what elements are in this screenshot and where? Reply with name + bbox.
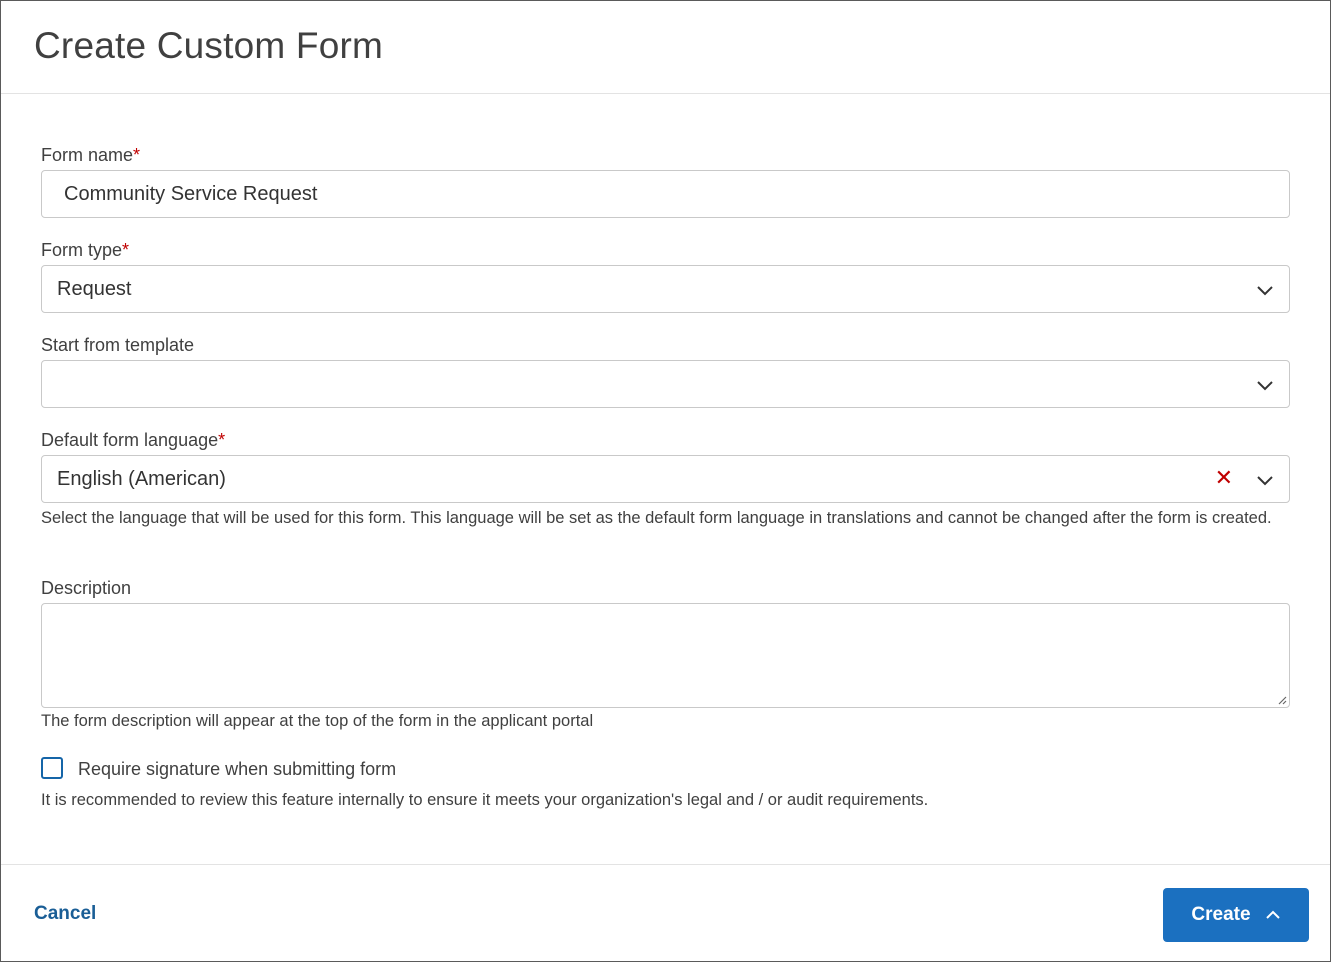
signature-checkbox-label[interactable]: Require signature when submitting form bbox=[78, 759, 397, 779]
form-type-select[interactable] bbox=[41, 265, 1290, 313]
chevron-down-icon[interactable] bbox=[1255, 280, 1275, 300]
chevron-down-icon[interactable] bbox=[1255, 470, 1275, 490]
form-name-value: Community Service Request bbox=[64, 183, 318, 205]
language-value: English (American) bbox=[57, 468, 226, 490]
chevron-down-icon[interactable] bbox=[1255, 375, 1275, 395]
resize-grip-icon[interactable] bbox=[1275, 693, 1287, 705]
create-button-label: Create bbox=[1191, 904, 1251, 925]
required-mark: * bbox=[133, 145, 141, 165]
description-label: Description bbox=[41, 578, 132, 598]
form-name-label bbox=[41, 145, 140, 166]
form-type-label bbox=[41, 240, 129, 261]
clear-icon[interactable]: ✕ bbox=[1214, 465, 1233, 490]
template-label: Start from template bbox=[41, 335, 195, 355]
description-help-text: The form description will appear at the top of the form in the applicant portal bbox=[41, 712, 594, 730]
dialog-header bbox=[1, 1, 1330, 94]
language-label-text: Default form language bbox=[41, 430, 219, 450]
signature-help-text: It is recommended to review this feature internally to ensure it meets your organization's legal and / or audit requirements. bbox=[41, 791, 929, 809]
cancel-button[interactable]: Cancel bbox=[34, 903, 97, 924]
create-button[interactable] bbox=[1163, 888, 1309, 942]
template-select[interactable] bbox=[41, 360, 1290, 408]
language-label bbox=[41, 430, 225, 451]
language-select[interactable] bbox=[41, 455, 1290, 503]
description-textarea[interactable] bbox=[41, 603, 1290, 708]
form-type-label-text: Form type bbox=[41, 240, 123, 260]
chevron-up-icon bbox=[1265, 907, 1281, 923]
required-mark: * bbox=[122, 240, 130, 260]
form-name-input[interactable] bbox=[41, 170, 1290, 218]
form-type-value: Request bbox=[57, 278, 132, 300]
form-name-label-text: Form name bbox=[41, 145, 134, 165]
dialog-title: Create Custom Form bbox=[34, 25, 384, 66]
signature-checkbox[interactable] bbox=[41, 757, 63, 779]
dialog-footer bbox=[1, 864, 1330, 961]
required-mark: * bbox=[218, 430, 226, 450]
language-help-text: Select the language that will be used for this form. This language will be set as the default form language in translations and cannot be changed after the form is created. bbox=[41, 509, 1272, 527]
